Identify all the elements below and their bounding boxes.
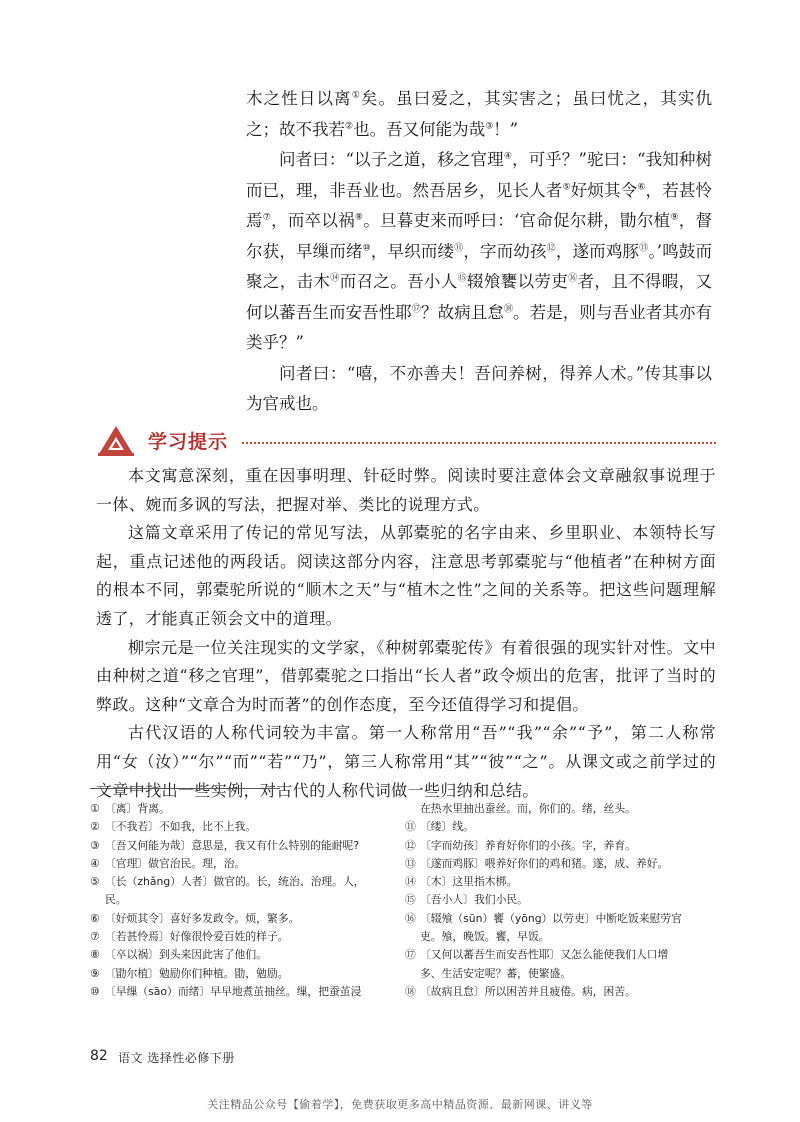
footnote-marker[interactable]: ③ bbox=[485, 121, 494, 132]
footnote-item: ⑩ 〔早缫（sāo）而绪〕早早地煮茧抽丝。缫，把蚕茧浸 bbox=[90, 984, 362, 998]
section-title: 学习提示 bbox=[148, 431, 229, 453]
study-tips-body bbox=[96, 462, 716, 805]
footnotes-right-column bbox=[405, 800, 701, 1001]
footnote-item: ⑯ 〔辍飧（sūn）饔（yōng）以劳吏〕中断吃饭来慰劳官 bbox=[405, 911, 682, 925]
book-title: 语文 选择性必修下册 bbox=[118, 1051, 235, 1065]
footnote-item: ⑪ 〔缕〕线。 bbox=[405, 820, 474, 834]
dotted-divider bbox=[242, 442, 716, 444]
study-tips-header bbox=[96, 422, 716, 460]
footnote-marker[interactable]: ⑰ bbox=[411, 304, 421, 315]
footnote-item: ① 〔离〕背离。 bbox=[90, 802, 170, 815]
tip-paragraph: 古代汉语的人称代词较为丰富。第一人称常用“吾”“我”“余”“予”，第二人称常用“女（汝）”“尔”“而”“若”“乃”，第三人称常用“其”“彼”“之”。从课文或之前学过的文章中找出一些实例，对古代的人称代词做一些归纳和总结。 bbox=[96, 723, 716, 800]
footnote-item: ⑱ 〔故病且怠〕所以困苦并且疲倦。病，困苦。 bbox=[405, 984, 636, 998]
footnote-item: ② 〔不我若〕不如我，比不上我。 bbox=[90, 820, 257, 834]
footnote-item: ⑰ 〔又何以蕃吾生而安吾性耶〕又怎么能使我们人口增 bbox=[405, 948, 669, 962]
page-number: 82 bbox=[90, 1048, 108, 1064]
footnote-marker[interactable]: ④ bbox=[503, 151, 513, 162]
footnote-item: ⑦ 〔若甚怜焉〕好像很怜爱百姓的样子。 bbox=[90, 930, 289, 944]
footnote-item: ⑮ 〔吾小人〕我们小民。 bbox=[405, 893, 528, 907]
footnote-marker[interactable]: ⑧ bbox=[354, 212, 364, 223]
tip-paragraph: 这篇文章采用了传记的常见写法，从郭橐驼的名字由来、乡里职业、本领特长写起，重点记述他的两段话。阅读这部分内容，注意思考郭橐驼与“他植者”在种树方面的根本不同，郭橐驼所说的“顺木之天”与“植木之性”之间的关系等。把这些问题理解透了，才能真正领会文中的道理。 bbox=[96, 523, 716, 628]
footnote-item: ④ 〔官理〕做官治民。理，治。 bbox=[90, 856, 246, 870]
footnote-item: ⑫ 〔字而幼孩〕养育好你们的小孩。字，养育。 bbox=[405, 838, 636, 852]
footnote-marker[interactable]: ⑮ bbox=[457, 273, 467, 284]
watermark-text: 关注精品公众号【偷着学】，免费获取更多高中精品资源、最新网课、讲义等 bbox=[207, 1098, 593, 1111]
footnote-marker[interactable]: ⑩ bbox=[362, 243, 371, 254]
footnote-item: ⑨ 〔勖尔植〕勉励你们种植。勖，勉励。 bbox=[90, 966, 289, 980]
footnote-continuation: 吏。飧，晚饭。饔，早饭。 bbox=[420, 930, 550, 944]
text-paragraph-2: 问者曰：“以子之道，移之官理④，可乎？”驼曰：“我知种树而已，理，非吾业也。然吾居乡，见长人者⑤好烦其令⑥，若甚怜焉⑦，而卒以祸⑧。旦暮吏来而呼曰：‘官命促尔耕，勖尔植⑨，督尔获，早缫而绪⑩，早织而缕⑪，字而幼孩⑫，遂而鸡豚⑬。’鸣鼓而聚之，击木⑭而召之。吾小人⑮辍飧饔以劳吏⑯者，且不得暇，又何以蕃吾生而安吾性耶⑰？故病且怠⑱。若是，则与吾业者其亦有类乎？” bbox=[246, 150, 713, 352]
classical-text bbox=[246, 84, 712, 420]
footnote-marker[interactable]: ⑥ bbox=[637, 182, 646, 193]
footnote-marker[interactable]: ⑭ bbox=[330, 273, 340, 284]
footnote-marker[interactable]: ⑬ bbox=[639, 243, 649, 254]
text-paragraph-1: 木之性日以离①矣。虽曰爱之，其实害之；虽曰忧之，其实仇之；故不我若②也。吾又何能为哉③！” bbox=[246, 89, 713, 139]
tip-paragraph: 本文寓意深刻，重在因事明理、针砭时弊。阅读时要注意体会文章融叙事说理于一体、婉而多讽的写法，把握对举、类比的说理方式。 bbox=[96, 466, 716, 514]
footnote-item: ⑧ 〔卒以祸〕到头来因此害了他们。 bbox=[90, 948, 267, 962]
footnote-rule bbox=[90, 788, 280, 789]
study-tips-emblem-icon bbox=[96, 422, 136, 458]
tip-paragraph: 柳宗元是一位关注现实的文学家，《种树郭橐驼传》有着很强的现实针对性。文中由种树之道“移之官理”，借郭橐驼之口指出“长人者”政令烦出的危害，批评了当时的弊政。这种“文章合为时而著”的创作态度，至今还值得学习和提倡。 bbox=[96, 637, 716, 714]
footnote-marker[interactable]: ⑦ bbox=[262, 212, 272, 223]
footnote-continuation: 在热水里抽出蚕丝。而，你们的。绪，丝头。 bbox=[420, 802, 636, 815]
footnote-continuation: 民。 bbox=[105, 893, 127, 907]
footnote-marker[interactable]: ⑤ bbox=[562, 182, 571, 193]
footnote-marker[interactable]: ⑫ bbox=[546, 243, 556, 254]
footnote-marker[interactable]: ⑨ bbox=[670, 212, 679, 223]
footnote-item: ⑤ 〔长（zhǎng）人者〕做官的。长，统治、治理。人， bbox=[90, 875, 365, 889]
footnote-item: ③ 〔吾又何能为哉〕意思是，我又有什么特别的能耐呢? bbox=[90, 838, 360, 852]
footnote-continuation: 多、生活安定呢？蕃，使繁盛。 bbox=[420, 966, 572, 980]
footnote-item: ⑭ 〔木〕这里指木梆。 bbox=[405, 875, 518, 889]
footnote-marker[interactable]: ① bbox=[351, 90, 361, 101]
footnotes-left-column bbox=[90, 800, 380, 1001]
footnote-marker[interactable]: ⑪ bbox=[454, 243, 464, 254]
footnote-marker[interactable]: ⑯ bbox=[568, 273, 578, 284]
footnote-item: ⑥ 〔好烦其令〕喜好多发政令。烦，繁多。 bbox=[90, 911, 300, 925]
text-paragraph-3: 问者曰：“嘻，不亦善夫！吾问养树，得养人术。”传其事以为官戒也。 bbox=[246, 363, 712, 413]
footnote-marker[interactable]: ⑱ bbox=[503, 304, 514, 315]
footnote-marker[interactable]: ② bbox=[345, 121, 354, 132]
footnote-item: ⑬ 〔遂而鸡豚〕喂养好你们的鸡和猪。遂，成、养好。 bbox=[405, 856, 669, 870]
